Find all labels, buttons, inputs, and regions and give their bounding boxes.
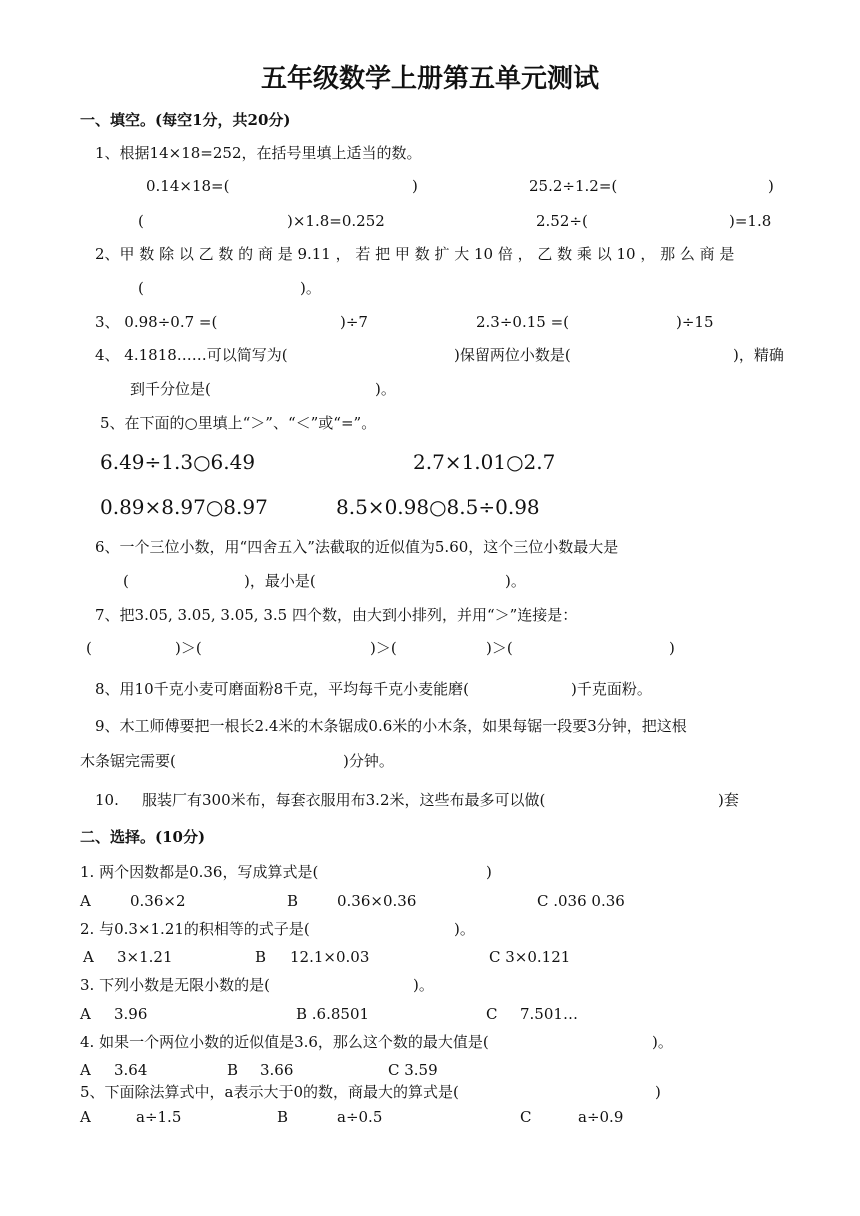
choice-1-b: 0.36×0.36 [337,892,417,910]
choice-4-b: 3.66 [260,1061,294,1079]
choice-2-b-label: B [255,948,267,966]
choice-4-text-end: )。 [652,1033,673,1051]
q7-blank-1: ( [86,639,92,657]
choice-5-b: a÷0.5 [337,1108,383,1126]
question-4-part-a: 4、 4.1818……可以简写为( [95,346,288,364]
choice-4-b-label: B [227,1061,239,1079]
choice-5-text-end: ) [655,1083,661,1101]
question-1-text: 1、根据14×18=252，在括号里填上适当的数。 [95,144,422,162]
question-10-number: 10. [95,791,119,809]
q10-text-end: )套 [718,791,739,809]
question-8-text: 8、用10千克小麦可磨面粉8千克，平均每千克小麦能磨( [95,680,470,698]
question-3-expr-a: 3、 0.98÷0.7 =( [95,313,218,331]
q9-line2-end: )分钟。 [343,752,394,770]
choice-5-b-label: B [277,1108,289,1126]
q3-expr-b-close: )÷15 [676,313,714,331]
q2-blank-close: )。 [300,279,321,297]
question-7-line1: 7、把3.05, 3.05, 3.05, 3.5 四个数，由大到小排列，并用“＞”连接是： [95,606,578,624]
page-title: 五年级数学上册第五单元测试 [260,64,599,94]
q7-blank-5: ) [669,639,675,657]
q6-blank-close: )。 [505,572,526,590]
choice-4-c: C 3.59 [388,1061,438,1079]
choice-5-c-label: C [520,1108,532,1126]
q6-blank-open: ( [123,572,129,590]
q4-line2-close: )。 [375,380,396,398]
choice-3-c: 7.501… [520,1005,578,1023]
q4-part-b: )保留两位小数是( [454,346,571,364]
choice-1-a-label: A [80,892,91,910]
q9-line2: 木条锯完需要( [80,752,176,770]
choice-5-a: a÷1.5 [136,1108,182,1126]
q1-expr-b: 25.2÷1.2=( [529,177,618,195]
choice-3-text-end: )。 [413,976,434,994]
q1-expr-d: 2.52÷( [536,212,588,230]
choice-5-c: a÷0.9 [578,1108,624,1126]
choice-2-c: C 3×0.121 [489,948,571,966]
question-10-text: 服装厂有300米布，每套衣服用布3.2米，这些布最多可以做( [142,791,546,809]
q3-expr-b: 2.3÷0.15 =( [476,313,570,331]
choice-2-a: 3×1.21 [117,948,173,966]
choice-2-a-label: A [83,948,94,966]
q4-part-c: )，精确 [733,346,784,364]
choice-1-a: 0.36×2 [130,892,186,910]
question-2-line1: 2、甲 数 除 以 乙 数 的 商 是 9.11 ， 若 把 甲 数 扩 大 10 倍 ， 乙 数 乘 以 10 ， 那 么 商 是 [95,245,735,263]
choice-4-a-label: A [80,1061,91,1079]
q1-expr-a: 0.14×18=( [146,177,230,195]
q1-expr-d-close: )=1.8 [729,212,772,230]
q6-blank-mid: )，最小是( [244,572,316,590]
q4-line2-open: 到千分位是( [130,380,211,398]
question-9-line1: 9、木工师傅要把一根长2.4米的木条锯成0.6米的小木条，如果每锯一段要3分钟，把这根 [95,717,687,735]
question-6-line1: 6、一个三位小数，用“四舍五入”法截取的近似值为5.60，这个三位小数最大是 [95,538,619,556]
q1-expr-b-close: ) [768,177,774,195]
section-heading-choice: 二、选择。(10分) [80,828,206,846]
choice-2-text: 2. 与0.3×1.21的积相等的式子是( [80,920,310,938]
q8-text-end: )千克面粉。 [571,680,652,698]
choice-5-a-label: A [80,1108,91,1126]
q1-expr-c: )×1.8=0.252 [287,212,385,230]
q1-expr-a-close: ) [412,177,418,195]
choice-2-text-end: )。 [454,920,475,938]
section-heading-fill-blank: 一、填空。(每空1分，共20分) [80,111,291,129]
choice-3-a-label: A [80,1005,91,1023]
choice-1-text: 1. 两个因数都是0.36，写成算式是( [80,863,319,881]
q5-compare-a: 6.49÷1.3○6.49 [100,450,256,474]
choice-3-c-label: C [486,1005,498,1023]
q3-expr-a-close: )÷7 [340,313,368,331]
choice-3-b: B .6.8501 [296,1005,370,1023]
choice-1-text-end: ) [486,863,492,881]
choice-4-text: 4. 如果一个两位小数的近似值是3.6，那么这个数的最大值是( [80,1033,489,1051]
q5-compare-b: 2.7×1.01○2.7 [413,450,556,474]
choice-1-c: C .036 0.36 [537,892,625,910]
choice-2-b: 12.1×0.03 [290,948,370,966]
q7-blank-3: )＞( [370,639,397,657]
q5-compare-d: 8.5×0.98○8.5÷0.98 [336,495,540,519]
q7-blank-4: )＞( [486,639,513,657]
q7-blank-2: )＞( [175,639,202,657]
q1-expr-c-open: ( [138,212,144,230]
choice-4-a: 3.64 [114,1061,148,1079]
choice-5-text: 5、下面除法算式中，a表示大于0的数，商最大的算式是( [80,1083,459,1101]
q2-blank-open: ( [138,279,144,297]
question-5-text: 5、在下面的○里填上“＞”、“＜”或“=”。 [100,414,377,432]
choice-3-text: 3. 下列小数是无限小数的是( [80,976,270,994]
choice-3-a: 3.96 [114,1005,148,1023]
q5-compare-c: 0.89×8.97○8.97 [100,495,268,519]
choice-1-b-label: B [287,892,299,910]
